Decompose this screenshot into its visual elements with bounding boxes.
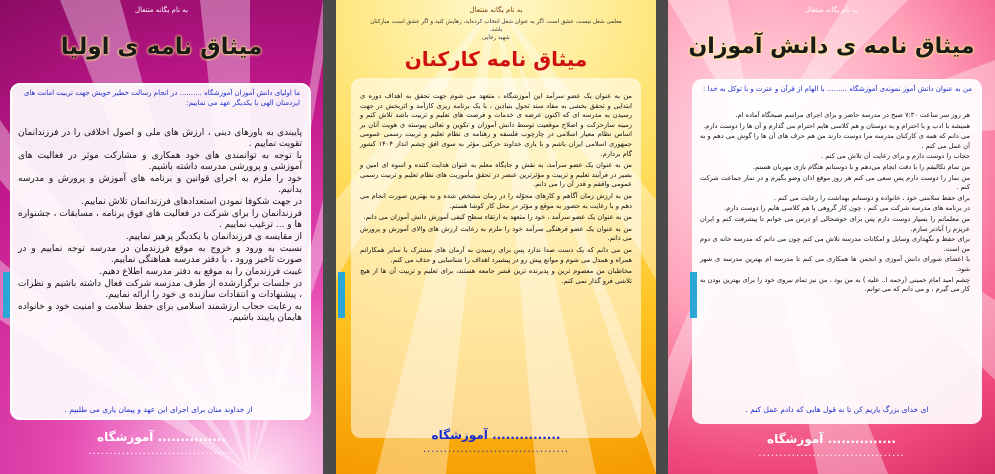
school-name: آموزشگاه ............... <box>767 432 896 446</box>
page-title: میثاق نامه ی اولیا <box>60 34 263 60</box>
list-item: هر روز سر ساعت ۷:۳۰ صبح در مدرسه حاضر و برای اجرای مراسم صبحگاه آماده ام. <box>735 111 970 119</box>
list-item: مخاطبان من معصوم ترین و پذیرنده ترین قشر جامعه هستند، برای تعلیم و تربیت آن ها از هیچ تلاشی فرو گذار نمی کنم. <box>360 267 632 285</box>
page-title: میثاق نامه ی دانش آموزان <box>688 34 975 59</box>
quote-text <box>366 18 626 42</box>
list-item: با اعضای شورای دانش آموزی و انجمن ها همکاری می کنم تا مدرسه ام بهترین مدرسه ی شهر شود. <box>700 255 970 273</box>
pledge-list <box>18 128 302 325</box>
list-item: غیبت فرزندمان را به موقع به دفتر مدرسه اطلاع دهیم. <box>99 267 302 277</box>
list-item: به رعایت حجاب ارزشمند اسلامی برای حفظ سلامت و امنیت خود و خانواده هایمان پایبند باشیم. <box>18 302 302 323</box>
basmala-header: به نام یگانه منتعال <box>134 6 188 14</box>
school-name: آموزشگاه ............... <box>431 428 561 442</box>
side-tab <box>3 272 10 318</box>
list-item: پایبندی به باورهای دینی ، ارزش های ملی و اصول اخلاقی را در فرزندانمان تقویت نماییم . <box>18 128 302 149</box>
closing-text: از خداوند منان برای اجرای این عهد و پیمان یاری می طلبیم . <box>64 405 253 414</box>
list-item: چشم امید امام خمینی (رحمه ا.. علیه ) به من بود ، من نیز تمام نیروی خود را برای بهترین بودن به کار می گیرم ، و می دانم که می توانم. <box>700 275 970 294</box>
list-item: در برنامه های مدرسه شرکت می کنم ، چون کار گروهی با هم کلاسی هایم را دوست دارم. <box>724 204 970 213</box>
separator <box>656 0 668 474</box>
list-item: من به عنوان یک عضو فرهنگی سرآمد خود را ملزم به رعایت ارزش های والای آموزش و پرورش می دانم. <box>360 224 632 243</box>
list-item: من تمام تکالیفم را با دقت انجام می‌دهم و با دوستانم هنگام بازی مهربان هستم. <box>752 162 970 171</box>
signature-line: ................................... <box>88 446 235 457</box>
list-item: همیشه با ادب و با احترام و به دوستان و هم کلاسی هایم احترام می گذارم و آن ها را دوست دارم. <box>703 121 970 130</box>
list-item: خود را ملزم به اجرای قوانین و برنامه های آموزش و پرورش و مدرسه بدانیم. <box>18 174 302 195</box>
school-name: آموزشگاه ............... <box>97 430 226 444</box>
list-item: من نماز را دوست دارم پس سعی می کنم هر روز موقع اذان وضو بگیرم و در نماز جماعت شرکت کنم . <box>700 173 970 192</box>
students-charter-poster <box>668 0 995 474</box>
list-item: برای حفظ و نگهداری وسایل و امکانات مدرسه تلاش می کنم چون می دانم که مدرسه خانه ی دوم من است. <box>700 235 970 253</box>
list-item: با توجه به توانمندی های خود همکاری و مشارکت موثر در فعالیت های آموزشی و پرورشی مدرسه داشته باشیم. <box>18 151 302 172</box>
list-item: من معلمانم را بسیار دوست دارم پس برای خوشحالی او درس می خوانم تا پیشرفت کنم و ایران عزیزم را آبادتر سازم. <box>700 214 970 233</box>
side-tab <box>338 272 345 318</box>
quote-body: معلمی شغل نیست، عشق است. اگر به عنوان شغل انتخاب کرده‌اید، رهایش کنید و اگر عشق است، مبارکتان باشد. <box>370 19 622 33</box>
list-item: در جهت شکوفا نمودن استعدادهای فرزندانمان تلاش نماییم. <box>81 197 302 207</box>
list-item: در جلسات برگزارشده از طرف مدرسه شرکت فعال داشته باشیم و نظرات ، پیشنهادات و انتقادات سازنده ی خود را ارائه نماییم. <box>18 279 302 300</box>
staff-charter-poster <box>336 0 656 474</box>
pledge-list <box>700 111 970 296</box>
signature-line: ................................... <box>758 448 905 459</box>
basmala-header: به نام یگانه منتعال <box>469 6 523 14</box>
parents-charter-poster <box>0 0 323 474</box>
list-item: فرزندانمان را برای شرکت در فعالیت های فوق برنامه ، مسابقات ، جشنواره ها و ... ترغیب نماییم . <box>18 209 302 230</box>
list-item: من به ارزش زمان آگاهم و کارهای محوّله را در زمان مشخص شده و به بهترین صورت انجام می دهم و با رعایت به حضور به موقع و مؤثر در محل کار کوشا هستم. <box>360 191 632 210</box>
list-item: حجاب را دوست دارم و برای رعایت آن تلاش می کنم . <box>821 152 970 161</box>
page-title: میثاق نامه کارکنان <box>404 47 588 71</box>
pledge-list <box>360 92 632 288</box>
list-item: من به عنوان یک عضو سرآمد این آموزشگاه ، متعهد می شوم جهت تحقق به اهداف دوره ی ابتدایی و تحقق بخشی به مفاد سند تحول بنیادین ، با یک برنامه ریزی کارآمد و اثربخش در جهت رسیدن به مدرسه ای که اکنون عرضه ی خدمات و فرصت های تعلیم و تربیت باشد تلاش کنم و زمینه سازحرکت و اصلاح موقعیت توسط دانش آموزان و تکوین و تعالی پیوسته ی هویت آنان بر اساس نظام معیار اسلامی در چارچوب فلسفه و رهنامه ی نظام تعلیم و تربیت رسمی عمومی جمهوری اسلامی ایران باشم و با یاری خداوند حرکتی مؤثر به سوی افق چشم انداز ۱۴۰۴ کشور گام بردارم. <box>360 92 632 158</box>
list-item: من به عنوان یک عضو سرآمد، به نقش و جایگاه معلم به عنوان هدایت کننده و اسوه ای امین و بصیر در فرآیند تعلیم و تربیت و مؤثرترین عنصر در تحقق مأموریت های نظام تعلیم و تربیت رسمی عمومی واقفم و قدر آن را می دانم. <box>360 161 632 189</box>
quote-author: شهید رجایی <box>482 35 510 41</box>
list-item: از مقایسه ی فرزندانمان با یکدیگر پرهیز نماییم. <box>125 232 302 242</box>
signature-line: ................................... <box>422 444 570 455</box>
list-item: برای حفظ سلامتی خود ، خانواده و دوستانم بهداشت را رعایت می کنم . <box>773 193 970 202</box>
list-item: می دانم که همه ی کارکنان مدرسه مرا دوست دارند من هم حرف های آن ها را گوش می دهم و به آن عمل می کنم . <box>700 132 970 150</box>
closing-text: ای خدای بزرگ یاریم کن تا به قول هایی که دادم عمل کنم . <box>745 405 929 414</box>
list-item: نسبت به ورود و خروج به موقع فرزندمان در مدرسه توجه نماییم و در صورت تاخیر ورود ، با دفتر مدرسه هماهنگی نماییم. <box>18 244 302 265</box>
list-item: من به عنوان یک عضو سرآمد ، خود را متعهد به ارتقاء سطح کیفی آموزش دانش آموزان می دانم. <box>363 213 632 222</box>
separator <box>323 0 336 474</box>
side-tab <box>690 272 697 318</box>
intro-text: من به عنوان دانش آموز نمونه‌ی آموزشگاه ......... با الهام از قرآن و عترت و با توکل به خدا : <box>703 85 972 93</box>
basmala-header: به نام یگانه منتعال <box>804 6 858 14</box>
intro-text: ما اولیای دانش آموزان آموزشگاه .......... در انجام رسالت خطیر خویش جهت تربیت امانت های ایزدمنان الهی با یکدیگر عهد می نماییم: <box>23 89 300 107</box>
list-item: من می دانم که یک دست صدا ندارد پس برای رسیدن به آرمان های مشترک با سایر همکارانم همراه و همدل می شوم و موانع پیش رو در پیشبرد اهداف را شناسایی و حذف می کنم. <box>360 245 632 264</box>
